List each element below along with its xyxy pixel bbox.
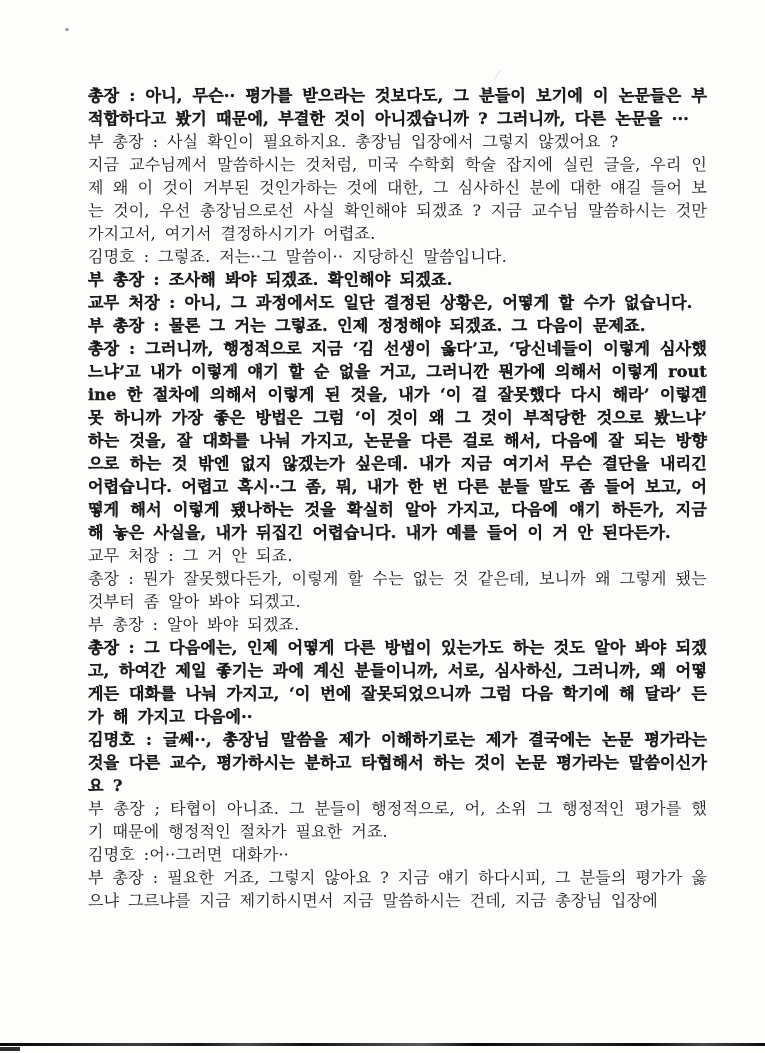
transcript-body xyxy=(88,84,707,912)
scan-speck-artifact xyxy=(65,28,69,31)
transcript-paragraph-vice-president-3: 부 총장 : 조사해 봐야 되겠죠. 확인해야 되겠죠. xyxy=(88,270,453,289)
transcript-paragraph-vice-president-6: 부 총장 ; 타협이 아니죠. 그 분들이 행정적으로, 어, 소위 그 행정적인 평가를 했기 때문에 행정적인 절차가 필요한 거죠. xyxy=(88,799,707,841)
transcript-paragraph-vice-president-2: 지금 교수님께서 말씀하시는 것처럼, 미국 수학회 학술 잡지에 실린 글을, 우리 인제 왜 이 것이 거부된 것인가하는 것에 대한, 그 심사하신 분에 대한 얘길 들어 보는 것이, 우선 총장님으로선 사실 확인해야 되겠죠 ? 지금 교수님 말씀하시는 것만 가지고서, 여기서 결정하시기가 어렵죠. xyxy=(88,155,707,243)
scan-edge-line-artifact xyxy=(0,1043,765,1046)
transcript-paragraph-president-1: 총장 : 아니, 무슨·· 평가를 받으라는 것보다도, 그 분들이 보기에 이 논문들은 부적합하다고 봤기 때문에, 부결한 것이 아니겠습니까 ? 그러니까, 다른 논문을 ··· xyxy=(88,86,707,128)
transcript-paragraph-president-3: 총장 : 뭔가 잘못했다든가, 이렇게 할 수는 없는 것 같은데, 보니까 왜 그렇게 됐는 것부터 좀 알아 봐야 되겠고. xyxy=(88,569,707,611)
transcript-paragraph-vice-president-1: 부 총장 : 사실 확인이 필요하지요. 총장님 입장에서 그렇지 않겠어요 ? xyxy=(88,132,619,151)
transcript-paragraph-president-4: 총장 : 그 다음에는, 인제 어떻게 다른 방법이 있는가도 하는 것도 알아 봐야 되겠고, 하여간 제일 좋기는 과에 계신 분들이니까, 서로, 심사하신, 그러니까, 왜 어떻게든 대화를 나눠 가지고, ‘이 번에 잘못되었으니까 그럼 다음 학기에 해 달라’ 든가 해 가지고 다음에·· xyxy=(88,638,707,726)
transcript-paragraph-kim-myungho-2: 김명호 : 글쎄··, 총장님 말씀을 제가 이해하기로는 제가 결국에는 논문 평가라는 것을 다른 교수, 평가하시는 분하고 타협해서 하는 것이 논문 평가라는 말씀이신가요 ? xyxy=(88,730,707,795)
transcript-paragraph-vice-president-5: 부 총장 : 알아 봐야 되겠죠. xyxy=(88,615,300,634)
transcript-paragraph-vice-president-4: 부 총장 : 물론 그 거는 그렇죠. 인제 정정해야 되겠죠. 그 다음이 문제죠. xyxy=(88,316,646,335)
scan-edge-blob-artifact xyxy=(0,1047,20,1051)
scan-faint-mark-artifact xyxy=(494,70,508,79)
transcript-paragraph-president-2: 총장 : 그러니까, 행정적으로 지금 ‘김 선생이 옳다’고, ‘당신네들이 이렇게 심사했느냐’고 내가 이렇게 얘기 할 순 없을 거고, 그러니깐 뭔가에 의해서 이렇게 routine 한 절차에 의해서 이렇게 된 것을, 내가 ‘이 걸 잘못했다 다시 해라’ 이렇겐 못 하니까 가장 좋은 방법은 그럼 ‘이 것이 왜 그 것이 부적당한 것으로 봤느냐’ 하는 것을, 잘 대화를 나눠 가지고, 논문을 다른 걸로 해서, 다음에 잘 되는 방향으로 하는 것 밖엔 없지 않겠는가 싶은데. 내가 지금 여기서 무슨 결단을 내리긴 어렵습니다. 어렵고 혹시··그 좀, 뭐, 내가 한 번 다른 분들 말도 좀 들어 보고, 어떻게 해서 이렇게 됐나하는 것을 확실히 알아 가지고, 다음에 얘기 하든가, 지금 해 놓은 사실을, 내가 뒤집긴 어렵습니다. 내가 예를 들어 이 거 안 된다든가. xyxy=(88,339,707,542)
transcript-paragraph-vice-president-7: 부 총장 : 필요한 거죠, 그렇지 않아요 ? 지금 얘기 하다시피, 그 분들의 평가가 옳으냐 그르냐를 지금 제기하시면서 지금 말씀하시는 건데, 지금 총장님 입장에 xyxy=(88,868,707,910)
transcript-paragraph-dean-1: 교무 처장 : 아니, 그 과정에서도 일단 결정된 상황은, 어떻게 할 수가 없습니다. xyxy=(88,293,693,312)
transcript-paragraph-kim-myungho-1: 김명호 : 그렇죠. 저는··그 말씀이·· 지당하신 말씀입니다. xyxy=(88,247,507,266)
transcript-paragraph-kim-myungho-3: 김명호 :어··그러면 대화가·· xyxy=(88,845,289,864)
transcript-paragraph-dean-2: 교무 처장 : 그 거 안 되죠. xyxy=(88,546,293,565)
